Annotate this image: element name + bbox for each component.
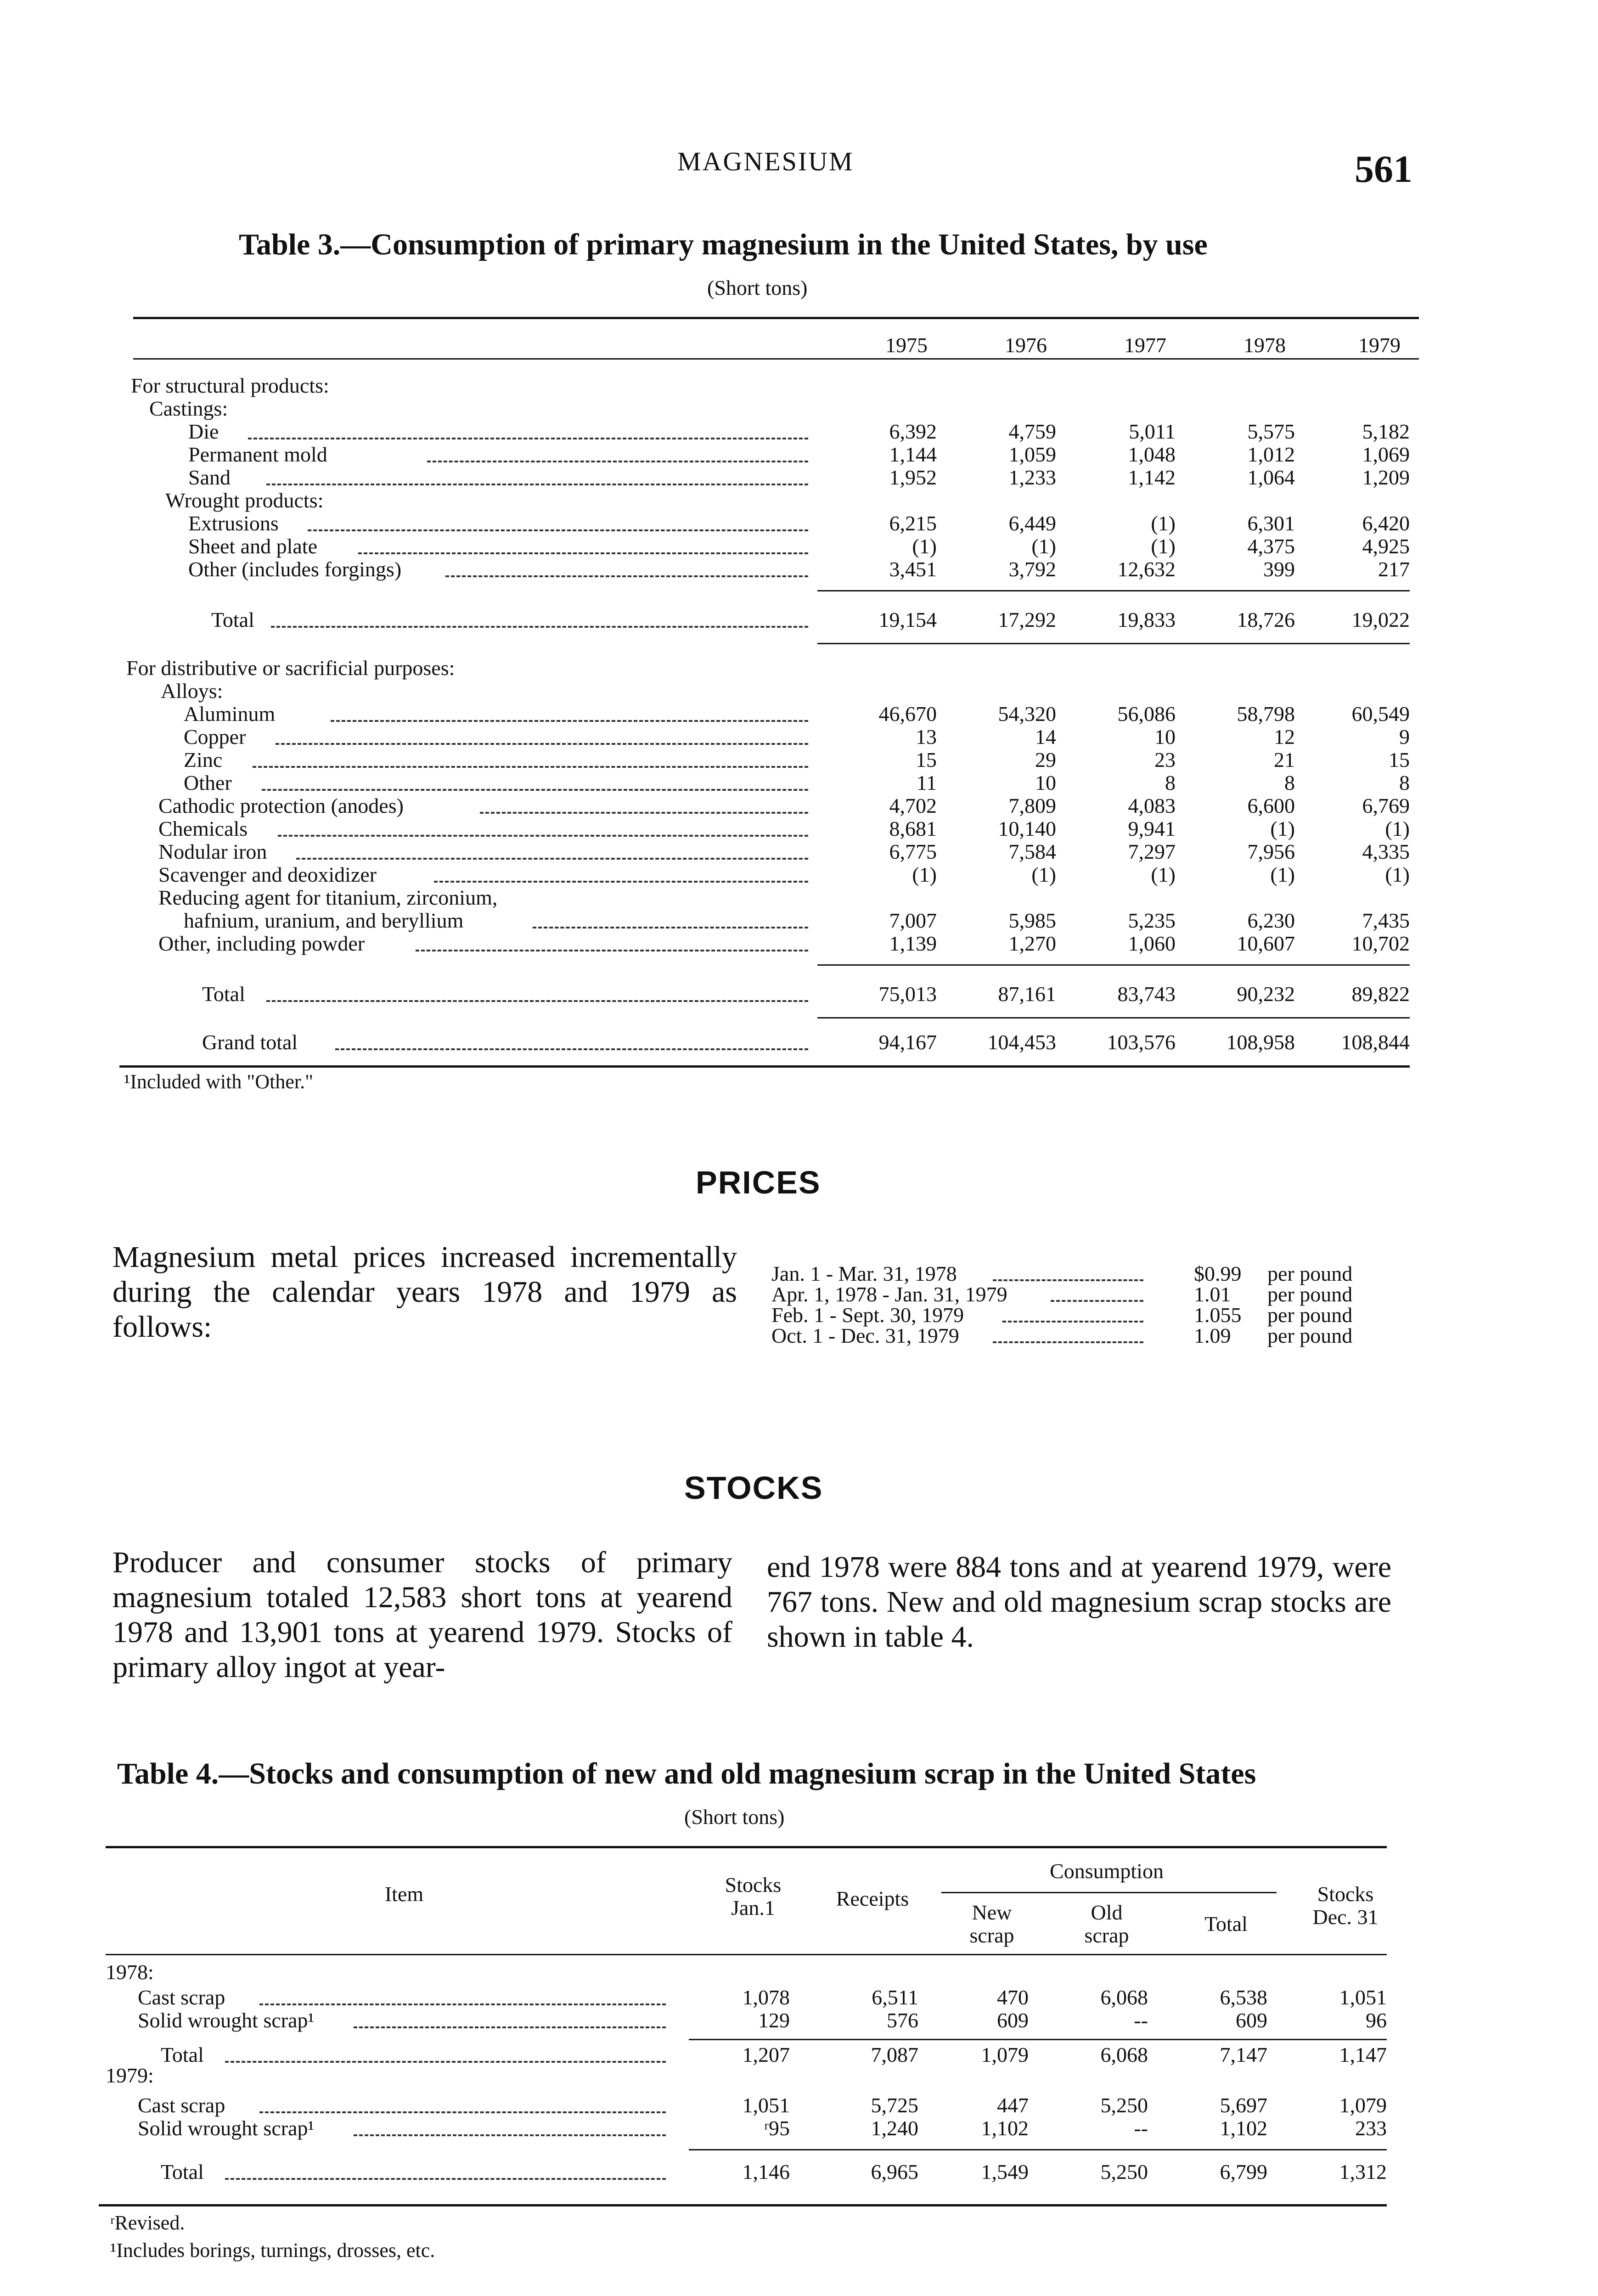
table3-row-other-includes-forgings--val-1976: 3,792: [1008, 557, 1056, 581]
table3-row-other-val-1978: 8: [1284, 771, 1295, 794]
table4-1978-total-val-5: 7,147: [1220, 2043, 1267, 2066]
page-number: 561: [1355, 148, 1412, 191]
table4-1979-total-val-1: 1,146: [742, 2160, 790, 2183]
table3-row-other-includes-forgings--label: Other (includes forgings): [188, 557, 402, 581]
table3-row-other-val-1977: 8: [1165, 771, 1176, 794]
table3-row-permanent-mold-val-1979: 1,069: [1362, 443, 1410, 466]
table3-structural-total-val-1979: 19,022: [1351, 608, 1410, 631]
table3-row-sand-val-1975: 1,952: [889, 466, 937, 489]
table3-row-other-powder-leader: [416, 950, 808, 951]
table4-1978-total-val-2: 7,087: [871, 2043, 918, 2066]
table3-structural-total-val-1977: 19,833: [1117, 608, 1176, 631]
table3-row-die-val-1976: 4,759: [1008, 420, 1056, 443]
table4-1979-total-val-3: 1,549: [981, 2160, 1029, 2183]
table3-row-die-label: Die: [188, 420, 219, 443]
table4-1978-cast-scrap-val-4: 6,068: [1100, 1986, 1148, 2009]
price-value-1: $0.99: [1194, 1262, 1242, 1285]
table4-top-rule: [106, 1846, 1387, 1848]
table3-row-permanent-mold-val-1977: 1,048: [1128, 443, 1176, 466]
table3-row-zinc-val-1978: 21: [1274, 748, 1295, 771]
table3-distributive-total-label: Total: [202, 982, 245, 1006]
table3-row-other-includes-forgings--leader: [445, 575, 808, 577]
prices-paragraph: Magnesium metal prices increased incrementally during the calendar years 1978 and 1979 as follows:: [113, 1240, 737, 1344]
stocks-heading: STOCKS: [684, 1470, 823, 1506]
table3-row-nodular-iron-val-1977: 7,297: [1128, 840, 1176, 863]
table4-1978-total-val-3: 1,079: [981, 2043, 1029, 2066]
table3-year-1976: 1976: [1005, 333, 1047, 357]
table3-row-nodular-iron-leader: [296, 858, 808, 860]
table3-row-die-val-1977: 5,011: [1129, 420, 1176, 443]
table3-distributive-total-val-1977: 83,743: [1117, 982, 1176, 1006]
table3-structural-total-leader: [271, 626, 808, 628]
table3-row-aluminum-val-1977: 56,086: [1117, 702, 1176, 726]
table3-grand-total-val-1975: 94,167: [878, 1030, 937, 1054]
table4-header-new-scrap-l2: scrap: [969, 1924, 1014, 1947]
table3-row-zinc-leader: [253, 766, 808, 768]
table3-structural-total-val-1976: 17,292: [998, 608, 1056, 631]
table3-structural-total-label: Total: [211, 608, 254, 631]
table4-1979-solid-wrought-val-2: 1,240: [871, 2116, 918, 2140]
table3-row-permanent-mold-leader: [427, 461, 808, 462]
table3-footnote: ¹Included with "Other.": [124, 1070, 314, 1093]
table3-row-nodular-iron-val-1976: 7,584: [1008, 840, 1056, 863]
table3-reducing-line1: Reducing agent for titanium, zirconium,: [158, 886, 498, 909]
table3-row-zinc-val-1975: 15: [916, 748, 937, 771]
table4-subtitle: (Short tons): [684, 1805, 785, 1829]
price-leader-1: [993, 1279, 1143, 1281]
table3-row-reducing-agent-val-1978: 6,230: [1247, 909, 1295, 932]
table3-row-sheet-and-plate-val-1975: (1): [912, 535, 937, 558]
table4-title: Table 4.—Stocks and consumption of new and old magnesium scrap in the United States: [117, 1757, 1256, 1790]
table3-row-extrusions-val-1975: 6,215: [889, 512, 937, 535]
table4-1978-solid-wrought-leader: [354, 2026, 666, 2028]
table3-row-zinc-label: Zinc: [184, 748, 223, 771]
price-value-3: 1.055: [1194, 1303, 1242, 1327]
table3-row-cathodic-protection-anodes--label: Cathodic protection (anodes): [158, 794, 404, 817]
table3-row-permanent-mold-label: Permanent mold: [188, 443, 327, 466]
stocks-paragraph-right: end 1978 were 884 tons and at yearend 1979, were 767 tons. New and old magnesium scrap stocks are shown in table 4.: [767, 1550, 1391, 1654]
table4-1978-total-leader: [225, 2061, 666, 2063]
table3-row-nodular-iron-val-1979: 4,335: [1362, 840, 1410, 863]
table3-year-1977: 1977: [1124, 333, 1166, 357]
table4-1978-cast-scrap-val-6: 1,051: [1339, 1986, 1387, 2009]
price-leader-3: [1002, 1321, 1143, 1322]
table4-1978-solid-wrought-val-3: 609: [997, 2009, 1029, 2032]
table3-structural-total-val-1975: 19,154: [878, 608, 937, 631]
table3-year-1978: 1978: [1244, 333, 1286, 357]
page-header-title: MAGNESIUM: [677, 146, 854, 176]
table4-1979-cast-scrap-val-2: 5,725: [871, 2093, 918, 2117]
table3-row-die-leader: [248, 438, 808, 439]
table4-1979-cast-scrap-val-3: 447: [997, 2093, 1029, 2117]
table3-row-extrusions-val-1977: (1): [1151, 512, 1176, 535]
table4-1979-cast-scrap-val-1: 1,051: [742, 2093, 790, 2117]
table4-1979-subtotal-rule: [689, 2149, 1387, 2150]
table3-row-cathodic-protection-anodes--val-1979: 6,769: [1362, 794, 1410, 817]
table4-1979-cast-scrap-label: Cast scrap: [138, 2093, 225, 2117]
table3-top-rule: [133, 317, 1419, 319]
table3-row-chemicals-leader: [278, 835, 808, 837]
table3-row-permanent-mold-val-1978: 1,012: [1247, 443, 1295, 466]
table4-1978-cast-scrap-val-1: 1,078: [742, 1986, 790, 2009]
table3-row-copper-label: Copper: [184, 725, 246, 748]
table3-row-copper-leader: [276, 743, 808, 745]
table4-header-rule: [106, 1954, 1387, 1955]
table3-row-scavenger-and-deoxidizer-label: Scavenger and deoxidizer: [158, 863, 377, 886]
table3-year-1979: 1979: [1358, 333, 1401, 357]
table3-distributive-total-val-1976: 87,161: [998, 982, 1056, 1006]
table3-row-chemicals-label: Chemicals: [158, 817, 248, 840]
table3-row-aluminum-val-1976: 54,320: [998, 702, 1056, 726]
table4-1979-solid-wrought-val-6: 233: [1355, 2116, 1387, 2140]
table3-row-aluminum-label: Aluminum: [184, 702, 276, 726]
table4-header-stocks-dec-l2: Dec. 31: [1312, 1905, 1379, 1929]
table4-header-stocks-jan: [703, 1874, 804, 1919]
table3-row-reducing-agent-val-1977: 5,235: [1128, 909, 1176, 932]
table3-row-other-powder-val-1975: 1,139: [889, 932, 937, 955]
table3-row-copper-val-1977: 10: [1154, 725, 1176, 748]
table3-row-copper-val-1976: 14: [1035, 725, 1056, 748]
table4-1978-solid-wrought-val-2: 576: [887, 2009, 918, 2032]
table4-1979-total-val-2: 6,965: [871, 2160, 918, 2183]
table3-row-sheet-and-plate-val-1976: (1): [1031, 535, 1056, 558]
table4-1978-solid-wrought-label: Solid wrought scrap¹: [138, 2009, 315, 2032]
table3-structural-total-rule: [817, 643, 1410, 644]
table4-1978-total-val-6: 1,147: [1339, 2043, 1387, 2066]
table4-header-new-scrap: [951, 1901, 1033, 1947]
table4-1979-total-val-5: 6,799: [1220, 2160, 1267, 2183]
table3-row-other-includes-forgings--val-1979: 217: [1378, 557, 1410, 581]
table4-1979-total-val-6: 1,312: [1339, 2160, 1387, 2183]
table4-header-stocks-dec-l1: Stocks: [1317, 1882, 1374, 1906]
price-unit-4: per pound: [1267, 1324, 1353, 1347]
table4-1979-cast-scrap-val-6: 1,079: [1339, 2093, 1387, 2117]
table4-header-new-scrap-l1: New: [972, 1901, 1012, 1924]
table3-row-sheet-and-plate-leader: [358, 552, 808, 554]
table3-distributive-total-leader: [266, 1000, 808, 1002]
table3-row-other-powder-val-1978: 10,607: [1237, 932, 1295, 955]
table3-distributive-heading: For distributive or sacrificial purposes:: [126, 656, 455, 680]
table3-row-reducing-agent-val-1979: 7,435: [1362, 909, 1410, 932]
table3-structural-total-val-1978: 18,726: [1237, 608, 1295, 631]
table3-row-chemicals-val-1979: (1): [1385, 817, 1410, 840]
table3-grand-total-val-1976: 104,453: [987, 1030, 1056, 1054]
table3-row-nodular-iron-label: Nodular iron: [158, 840, 267, 863]
table3-row-scavenger-and-deoxidizer-val-1975: (1): [912, 863, 937, 886]
table3-row-sand-label: Sand: [188, 466, 231, 489]
table4-1978-cast-scrap-leader: [259, 2003, 666, 2005]
table3-grand-total-val-1977: 103,576: [1107, 1030, 1176, 1054]
table3-row-permanent-mold-val-1975: 1,144: [889, 443, 937, 466]
table3-row-other-powder-val-1976: 1,270: [1008, 932, 1056, 955]
price-unit-1: per pound: [1267, 1262, 1353, 1285]
table4-1978-total-val-4: 6,068: [1100, 2043, 1148, 2066]
table4-1979-total-label: Total: [161, 2160, 204, 2183]
table3-row-scavenger-and-deoxidizer-val-1979: (1): [1385, 863, 1410, 886]
table4-1978-total-label: Total: [161, 2043, 204, 2066]
table3-header-rule: [133, 358, 1419, 360]
table4-1978-cast-scrap-val-2: 6,511: [872, 1986, 918, 2009]
table3-row-reducing-agent-label: hafnium, uranium, and beryllium: [184, 909, 464, 932]
price-period-3: Feb. 1 - Sept. 30, 1979: [771, 1303, 964, 1327]
table4-header-consumption: Consumption: [1050, 1859, 1164, 1883]
table4-1979-solid-wrought-val-1: ʳ95: [764, 2116, 790, 2140]
table3-row-copper-val-1979: 9: [1399, 725, 1410, 748]
price-value-2: 1.01: [1194, 1283, 1231, 1306]
table3-subtitle: (Short tons): [707, 276, 808, 299]
table3-row-cathodic-protection-anodes--val-1976: 7,809: [1008, 794, 1056, 817]
table3-row-sheet-and-plate-val-1978: 4,375: [1247, 535, 1295, 558]
table3-row-other-includes-forgings--val-1975: 3,451: [889, 557, 937, 581]
table3-row-sand-val-1976: 1,233: [1008, 466, 1056, 489]
price-period-4: Oct. 1 - Dec. 31, 1979: [771, 1324, 959, 1347]
table3-castings-heading: Castings:: [149, 397, 228, 420]
table3-distributive-total-val-1978: 90,232: [1237, 982, 1295, 1006]
price-period-1: Jan. 1 - Mar. 31, 1978: [771, 1262, 957, 1285]
table3-distributive-subtotal-rule: [817, 964, 1410, 966]
table3-row-other-val-1976: 10: [1035, 771, 1056, 794]
table3-row-other-powder-label: Other, including powder: [158, 932, 365, 955]
table3-row-copper-val-1975: 13: [916, 725, 937, 748]
table3-wrought-heading: Wrought products:: [165, 489, 324, 512]
table3-title: Table 3.—Consumption of primary magnesium in the United States, by use: [239, 228, 1208, 261]
table3-row-aluminum-leader: [331, 720, 808, 722]
table4-header-receipts: Receipts: [836, 1887, 909, 1910]
table3-grand-total-label: Grand total: [202, 1030, 298, 1054]
table4-1979-solid-wrought-val-4: --: [1134, 2116, 1148, 2140]
table3-row-cathodic-protection-anodes--leader: [480, 812, 808, 814]
table4-header-old-scrap: [1065, 1901, 1148, 1947]
table3-bottom-rule: [119, 1065, 1410, 1068]
table4-1978-cast-scrap-val-5: 6,538: [1220, 1986, 1267, 2009]
table4-1979-solid-wrought-label: Solid wrought scrap¹: [138, 2116, 315, 2140]
table3-structural-heading: For structural products:: [131, 374, 329, 397]
table3-row-sand-val-1979: 1,209: [1362, 466, 1410, 489]
price-leader-2: [1051, 1300, 1143, 1302]
table4-year-1979: 1979:: [106, 2064, 154, 2087]
table4-1979-solid-wrought-val-3: 1,102: [981, 2116, 1029, 2140]
table4-1978-solid-wrought-val-4: --: [1134, 2009, 1148, 2032]
table3-row-scavenger-and-deoxidizer-val-1976: (1): [1031, 863, 1056, 886]
table3-row-cathodic-protection-anodes--val-1975: 4,702: [889, 794, 937, 817]
table3-row-aluminum-val-1979: 60,549: [1351, 702, 1410, 726]
table4-1979-solid-wrought-val-5: 1,102: [1220, 2116, 1267, 2140]
table3-distributive-total-val-1979: 89,822: [1351, 982, 1410, 1006]
prices-heading: PRICES: [696, 1165, 821, 1200]
table3-row-chemicals-val-1975: 8,681: [889, 817, 937, 840]
table3-grand-total-leader: [335, 1048, 808, 1050]
table3-row-chemicals-val-1976: 10,140: [998, 817, 1056, 840]
price-period-2: Apr. 1, 1978 - Jan. 31, 1979: [771, 1283, 1007, 1306]
table4-year-1978: 1978:: [106, 1960, 154, 1984]
table4-1978-cast-scrap-label: Cast scrap: [138, 1986, 225, 2009]
table3-distributive-total-rule: [817, 1017, 1410, 1019]
table3-row-other-includes-forgings--val-1977: 12,632: [1117, 557, 1176, 581]
table4-header-stocks-dec: [1295, 1883, 1396, 1929]
table4-1979-cast-scrap-leader: [259, 2111, 666, 2113]
table3-structural-subtotal-rule: [817, 590, 1410, 591]
table3-row-aluminum-val-1978: 58,798: [1237, 702, 1295, 726]
table4-1978-solid-wrought-val-1: 129: [758, 2009, 790, 2032]
price-unit-2: per pound: [1267, 1283, 1353, 1306]
table3-row-die-val-1979: 5,182: [1362, 420, 1410, 443]
table3-row-other-val-1979: 8: [1399, 771, 1410, 794]
table4-1979-total-val-4: 5,250: [1100, 2160, 1148, 2183]
table3-row-other-includes-forgings--val-1978: 399: [1263, 557, 1295, 581]
table3-row-other-powder-val-1979: 10,702: [1351, 932, 1410, 955]
table3-row-extrusions-label: Extrusions: [188, 512, 279, 535]
table3-row-cathodic-protection-anodes--val-1977: 4,083: [1128, 794, 1176, 817]
table3-row-sheet-and-plate-label: Sheet and plate: [188, 535, 318, 558]
table3-row-nodular-iron-val-1975: 6,775: [889, 840, 937, 863]
table4-header-old-scrap-l2: scrap: [1084, 1924, 1129, 1947]
table3-row-sand-val-1977: 1,142: [1128, 466, 1176, 489]
table4-header-item: Item: [384, 1882, 424, 1906]
table4-footnote-revised: ʳRevised.: [110, 2212, 185, 2234]
table3-row-sheet-and-plate-val-1979: 4,925: [1362, 535, 1410, 558]
table4-1978-cast-scrap-val-3: 470: [997, 1986, 1029, 2009]
table3-row-zinc-val-1976: 29: [1035, 748, 1056, 771]
table3-row-extrusions-val-1976: 6,449: [1008, 512, 1056, 535]
table3-row-extrusions-leader: [308, 529, 808, 531]
table4-consumption-rule: [941, 1892, 1277, 1893]
table3-row-sand-val-1978: 1,064: [1247, 466, 1295, 489]
table4-1978-solid-wrought-val-5: 609: [1236, 2009, 1267, 2032]
table3-row-permanent-mold-val-1976: 1,059: [1008, 443, 1056, 466]
table3-grand-total-val-1979: 108,844: [1341, 1030, 1410, 1054]
table3-alloys-heading: Alloys:: [161, 679, 223, 703]
table3-row-reducing-agent-val-1976: 5,985: [1008, 909, 1056, 932]
table3-row-chemicals-val-1978: (1): [1270, 817, 1295, 840]
table4-1979-cast-scrap-val-4: 5,250: [1100, 2093, 1148, 2117]
table3-year-1975: 1975: [885, 333, 928, 357]
stocks-paragraph-left: Producer and consumer stocks of primary magnesium totaled 12,583 short tons at yearend 1978 and 13,901 tons at yearend 1979. Stocks of primary alloy ingot at year-: [113, 1546, 732, 1684]
table4-bottom-rule: [99, 2204, 1387, 2206]
table4-1978-subtotal-rule: [689, 2039, 1387, 2040]
table3-row-scavenger-and-deoxidizer-val-1978: (1): [1270, 863, 1295, 886]
table4-1979-cast-scrap-val-5: 5,697: [1220, 2093, 1267, 2117]
table3-row-die-val-1975: 6,392: [889, 420, 937, 443]
table4-footnote-1: ¹Includes borings, turnings, drosses, etc.: [110, 2239, 435, 2262]
table3-row-other-leader: [262, 789, 808, 791]
table4-header-old-scrap-l1: Old: [1091, 1901, 1123, 1924]
table3-row-zinc-val-1977: 23: [1154, 748, 1176, 771]
table3-row-other-label: Other: [184, 771, 232, 794]
table3-row-extrusions-val-1978: 6,301: [1247, 512, 1295, 535]
table3-row-sheet-and-plate-val-1977: (1): [1151, 535, 1176, 558]
table3-row-copper-val-1978: 12: [1274, 725, 1295, 748]
table4-1979-total-leader: [225, 2178, 666, 2180]
table3-row-reducing-agent-leader: [533, 927, 808, 929]
table3-grand-total-val-1978: 108,958: [1226, 1030, 1295, 1054]
table4-header-total: Total: [1204, 1912, 1248, 1936]
table3-row-scavenger-and-deoxidizer-leader: [434, 881, 808, 883]
table3-row-chemicals-val-1977: 9,941: [1128, 817, 1176, 840]
table3-row-zinc-val-1979: 15: [1389, 748, 1410, 771]
table3-distributive-total-val-1975: 75,013: [878, 982, 937, 1006]
table3-row-aluminum-val-1975: 46,670: [878, 702, 937, 726]
table3-row-other-powder-val-1977: 1,060: [1128, 932, 1176, 955]
price-unit-3: per pound: [1267, 1303, 1353, 1327]
table3-row-other-val-1975: 11: [916, 771, 937, 794]
table4-1979-solid-wrought-leader: [354, 2134, 666, 2136]
table4-header-stocks-jan-l1: Stocks: [725, 1873, 782, 1896]
table3-row-sand-leader: [266, 484, 808, 485]
table3-row-nodular-iron-val-1978: 7,956: [1247, 840, 1295, 863]
table3-row-reducing-agent-val-1975: 7,007: [889, 909, 937, 932]
table3-row-scavenger-and-deoxidizer-val-1977: (1): [1151, 863, 1176, 886]
table3-row-extrusions-val-1979: 6,420: [1362, 512, 1410, 535]
table3-row-cathodic-protection-anodes--val-1978: 6,600: [1247, 794, 1295, 817]
price-leader-4: [993, 1341, 1143, 1343]
table3-row-die-val-1978: 5,575: [1247, 420, 1295, 443]
price-value-4: 1.09: [1194, 1324, 1231, 1347]
table4-header-stocks-jan-l2: Jan.1: [731, 1896, 775, 1919]
table4-1978-total-val-1: 1,207: [742, 2043, 790, 2066]
table4-1978-solid-wrought-val-6: 96: [1366, 2009, 1387, 2032]
